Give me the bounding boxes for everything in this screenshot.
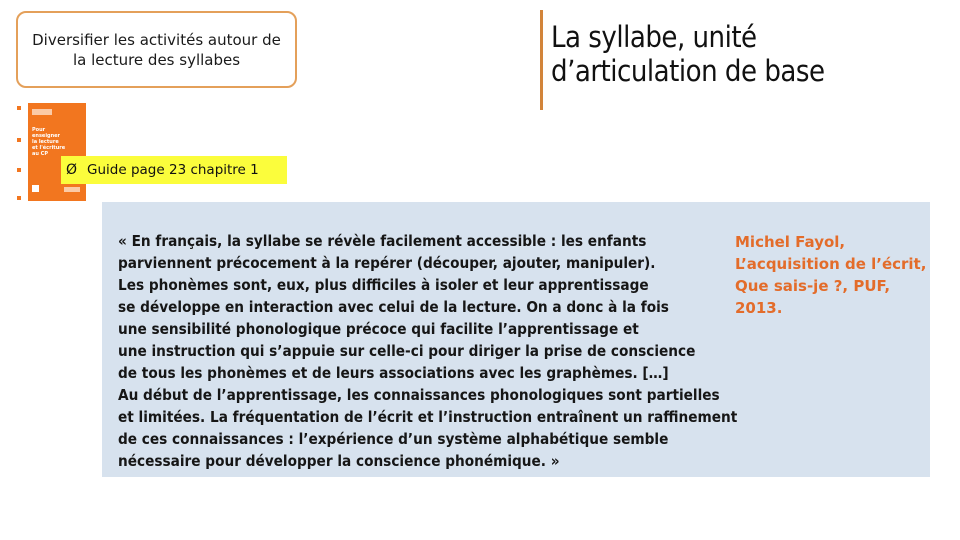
quote-line: une sensibilité phonologique précoce qui facilite l’apprentissage et: [118, 320, 639, 338]
book-cover-line: la lecture: [32, 139, 59, 145]
book-cover-line: au CP: [32, 151, 49, 157]
book-cover-line: Pour: [32, 127, 46, 133]
bullet-marker: [17, 168, 21, 172]
slide-title: [551, 20, 825, 88]
title-divider: [540, 10, 543, 110]
source-line: Michel Fayol,: [735, 233, 846, 251]
quote-line: se développe en interaction avec celui de la lecture. On a donc à la fois: [118, 298, 669, 316]
book-logo-icon: [32, 185, 39, 192]
slide-title-line1: La syllabe, unité: [551, 20, 757, 54]
quote-line: nécessaire pour développer la conscience phonémique. »: [118, 452, 560, 470]
quote-line: une instruction qui s’appuie sur celle-ci pour diriger la prise de conscience: [118, 342, 696, 360]
quote-line: « En français, la syllabe se révèle facilement accessible : les enfants: [118, 232, 647, 250]
quote-line: Les phonèmes sont, eux, plus difficiles à isoler et leur apprentissage: [118, 276, 649, 294]
book-publisher-mark: [64, 187, 80, 192]
topic-callout-text: Diversifier les activités autour de la lecture des syllabes: [32, 30, 281, 69]
guide-reference-highlight: [61, 156, 287, 184]
quote-line: et limitées. La fréquentation de l’écrit et l’instruction entraînent un raffinement: [118, 408, 738, 426]
bullet-marker: [17, 106, 21, 110]
slide-title-line2: d’articulation de base: [551, 54, 825, 88]
quote-line: Au début de l’apprentissage, les connaissances phonologiques sont partielles: [118, 386, 720, 404]
topic-callout: [16, 11, 297, 88]
bullet-marker: [17, 138, 21, 142]
book-cover-line: enseigner: [32, 133, 61, 139]
source-line: Que sais-je ?, PUF,: [735, 277, 891, 295]
quote-line: de ces connaissances : l’expérience d’un système alphabétique semble: [118, 430, 669, 448]
book-header-mark: [32, 109, 52, 115]
quote-source: [735, 231, 926, 319]
book-cover-line: et l'écriture: [32, 145, 66, 151]
quote-line: parviennent précocement à la repérer (découper, ajouter, manipuler).: [118, 254, 656, 272]
guide-reference-text: Guide page 23 chapitre 1: [87, 162, 259, 178]
arrow-bullet-icon: Ø: [66, 162, 78, 178]
quote-panel: [102, 202, 930, 477]
quote-line: de tous les phonèmes et de leurs associations avec les graphèmes. […]: [118, 364, 669, 382]
book-cover-title: [32, 127, 65, 157]
source-line: 2013.: [735, 299, 783, 317]
bullet-marker: [17, 196, 21, 200]
source-line: L’acquisition de l’écrit,: [735, 255, 927, 273]
guide-book-cover-image: [28, 103, 86, 201]
quote-text: [118, 230, 738, 472]
